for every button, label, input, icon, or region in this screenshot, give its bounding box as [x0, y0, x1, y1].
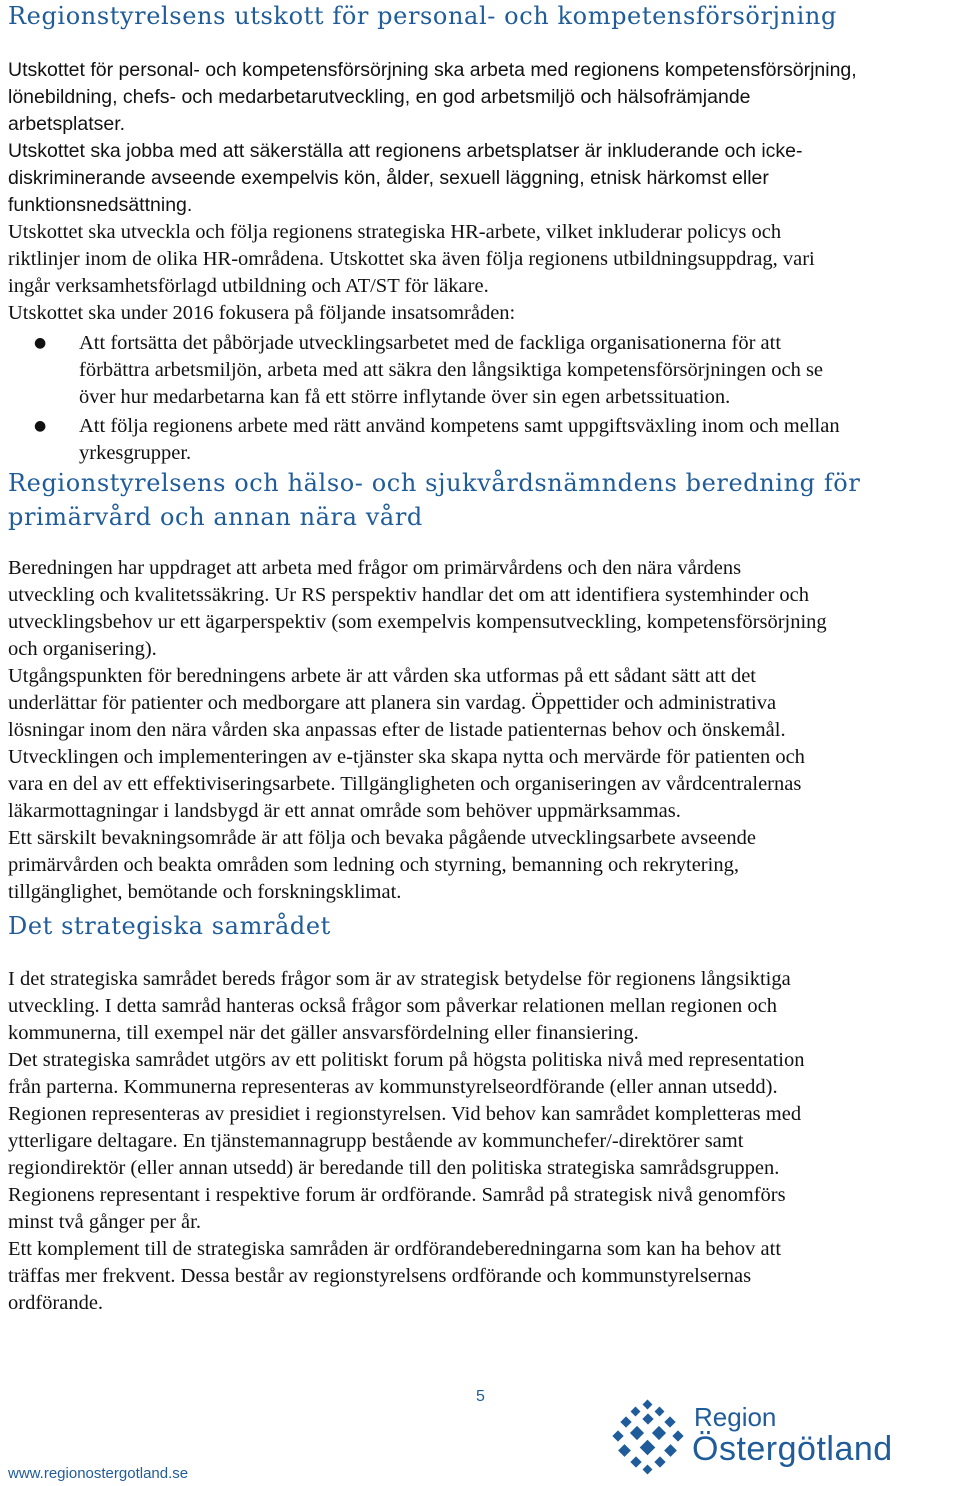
- paragraph-line: Utskottet ska under 2016 fokusera på följande insatsområden:: [8, 302, 516, 324]
- bullet-line: över hur medarbetarna kan få ett större inflytande över sin egen arbetssituation.: [79, 386, 731, 408]
- paragraph-line: Utskottet ska jobba med att säkerställa att regionens arbetsplatser är inkluderande och icke-: [8, 140, 803, 162]
- paragraph-line: läkarmottagningar i landsbygd är ett annat område som behöver uppmärksammas.: [8, 800, 681, 822]
- paragraph-line: ytterligare deltagare. En tjänstemannagrupp bestående av kommunchefer/-direktörer samt: [8, 1130, 744, 1152]
- logo-mark-icon: [608, 1398, 688, 1478]
- paragraph-line: från parterna. Kommunerna representeras av kommunstyrelseordförande (eller annan utsedd).: [8, 1076, 778, 1098]
- paragraph-line: diskriminerande avseende exempelvis kön, ålder, sexuell läggning, etnisk härkomst eller: [8, 167, 769, 189]
- paragraph-line: Det strategiska samrådet utgörs av ett politiskt forum på högsta politiska nivå med representation: [8, 1049, 805, 1071]
- bullet-line: Att fortsätta det påbörjade utvecklingsarbetet med de fackliga organisationerna för att: [79, 332, 782, 354]
- bullet-marker: ●: [34, 335, 47, 351]
- paragraph-line: Ett komplement till de strategiska samråden är ordförandeberedningarna som kan ha behov att: [8, 1238, 782, 1260]
- bullet-marker: ●: [34, 418, 47, 434]
- paragraph-line: Regionen representeras av presidiet i regionstyrelsen. Vid behov kan samrådet kompletteras med: [8, 1103, 802, 1125]
- bullet-line: Att följa regionens arbete med rätt använd kompetens samt uppgiftsväxling inom och mellan: [79, 415, 840, 437]
- paragraph-line: lösningar inom den nära vården ska anpassas efter de listade patienternas behov och önskemål.: [8, 719, 786, 741]
- section-heading-strategic-council: Det strategiska samrådet: [8, 912, 331, 940]
- logo-text-region: Region: [694, 1402, 777, 1432]
- page-number: 5: [476, 1388, 485, 1405]
- paragraph-line: vara en del av ett effektiviseringsarbete. Tillgängligheten och organiseringen av vårdcentralernas: [8, 773, 802, 795]
- paragraph-line: utveckling. I detta samråd hanteras också frågor som påverkar relationen mellan regionen och: [8, 995, 778, 1017]
- paragraph-line: ingår verksamhetsförlagd utbildning och AT/ST för läkare.: [8, 275, 489, 297]
- paragraph-line: Utskottet för personal- och kompetensförsörjning ska arbeta med regionens kompetensförsörjning,: [8, 59, 857, 81]
- bullet-line: yrkesgrupper.: [79, 442, 192, 464]
- paragraph-line: ordförande.: [8, 1292, 104, 1314]
- paragraph-line: tillgänglighet, bemötande och forskningsklimat.: [8, 881, 402, 903]
- website-link[interactable]: www.regionostergotland.se: [8, 1465, 189, 1482]
- bullet-line: förbättra arbetsmiljön, arbeta med att säkra den långsiktiga kompetensförsörjningen och se: [79, 359, 824, 381]
- logo-text-ostergotland: Östergötland: [692, 1430, 893, 1468]
- paragraph-line: regiondirektör (eller annan utsedd) är beredande till den politiska strategiska samrådsgruppen.: [8, 1157, 780, 1179]
- paragraph-line: primärvården och beakta områden som ledning och styrning, bemanning och rekrytering,: [8, 854, 739, 876]
- paragraph-line: och organisering).: [8, 638, 157, 660]
- paragraph-line: underlättar för patienter och medborgare att planera sin vardag. Öppettider och administrativa: [8, 692, 777, 714]
- paragraph-line: Beredningen har uppdraget att arbeta med frågor om primärvårdens och den nära vårdens: [8, 557, 742, 579]
- paragraph-line: lönebildning, chefs- och medarbetarutveckling, en god arbetsmiljö och hälsofrämjande: [8, 86, 751, 108]
- paragraph-line: riktlinjer inom de olika HR-områdena. Utskottet ska även följa regionens utbildningsuppdrag, vari: [8, 248, 815, 270]
- paragraph-line: Regionens representant i respektive forum är ordförande. Samråd på strategisk nivå genomförs: [8, 1184, 786, 1206]
- region-ostergotland-logo: [608, 1398, 928, 1478]
- paragraph-line: Utgångspunkten för beredningens arbete är att vården ska utformas på ett sådant sätt att det: [8, 665, 756, 687]
- paragraph-line: Ett särskilt bevakningsområde är att följa och bevaka pågående utvecklingsarbete avseende: [8, 827, 756, 849]
- paragraph-line: utveckling och kvalitetssäkring. Ur RS perspektiv handlar det om att identifiera systemhinder och: [8, 584, 810, 606]
- paragraph-line: utvecklingsbehov ur ett ägarperspektiv (som exempelvis kompensutveckling, kompetensförsörjning: [8, 611, 827, 633]
- paragraph-line: minst två gånger per år.: [8, 1211, 201, 1233]
- paragraph-line: träffas mer frekvent. Dessa består av regionstyrelsens ordförande och kommunstyrelsernas: [8, 1265, 752, 1287]
- section-heading-primary-care: Regionstyrelsens och hälso- och sjukvårdsnämndens beredning för: [8, 469, 861, 497]
- paragraph-line: Utvecklingen och implementeringen av e-tjänster ska skapa nytta och mervärde för patienten och: [8, 746, 805, 768]
- paragraph-line: funktionsnedsättning.: [8, 194, 193, 216]
- paragraph-line: I det strategiska samrådet bereds frågor som är av strategisk betydelse för regionens långsiktiga: [8, 968, 791, 990]
- paragraph-line: kommunerna, till exempel när det gäller ansvarsfördelning eller finansiering.: [8, 1022, 639, 1044]
- paragraph-line: arbetsplatser.: [8, 113, 126, 135]
- section-heading-personnel: Regionstyrelsens utskott för personal- och kompetensförsörjning: [8, 2, 837, 30]
- section-heading-primary-care-line2: primärvård och annan nära vård: [8, 503, 423, 531]
- paragraph-line: Utskottet ska utveckla och följa regionens strategiska HR-arbete, vilket inkluderar policys och: [8, 221, 782, 243]
